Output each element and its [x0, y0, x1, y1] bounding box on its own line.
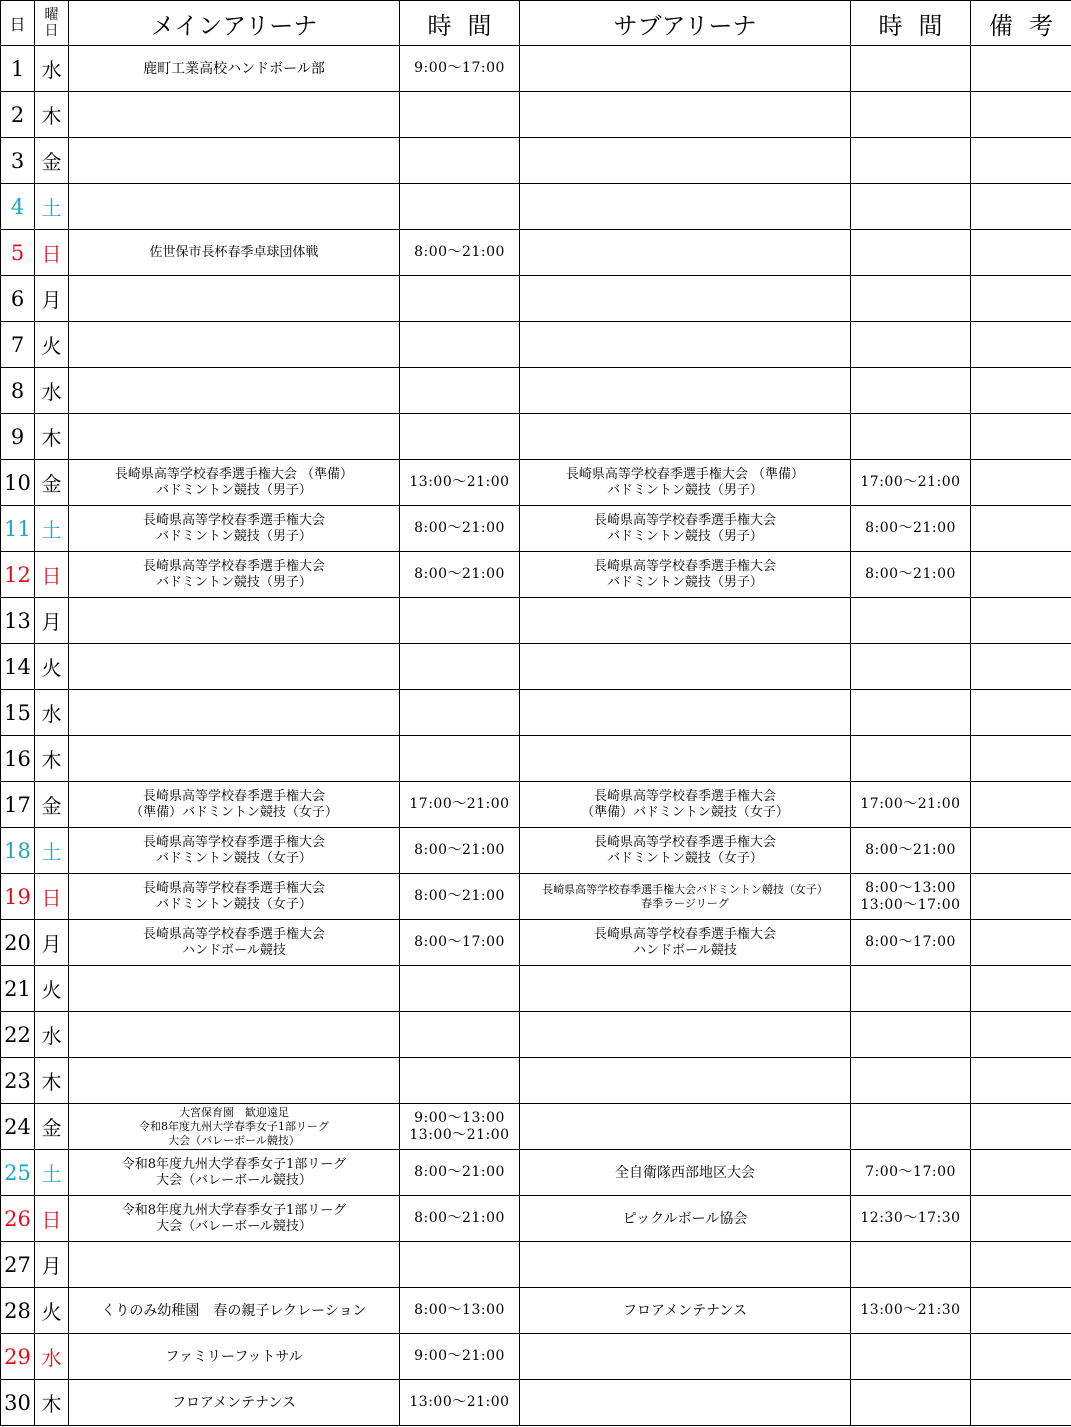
day-number: 17	[1, 782, 35, 828]
notes-cell	[971, 598, 1071, 644]
main-arena-time	[400, 138, 520, 184]
main-arena-time: 9:00～21:00	[400, 1334, 520, 1380]
sub-arena-time	[851, 1104, 971, 1150]
sub-arena-time	[851, 92, 971, 138]
sub-arena-time: 8:00～21:00	[851, 506, 971, 552]
main-arena-time	[400, 690, 520, 736]
schedule-row	[1, 506, 1071, 552]
notes-cell	[971, 1150, 1071, 1196]
sub-arena-time	[851, 1334, 971, 1380]
main-arena-time: 8:00～21:00	[400, 506, 520, 552]
notes-cell	[971, 1104, 1071, 1150]
sub-arena-time	[851, 414, 971, 460]
notes-cell	[971, 736, 1071, 782]
day-number: 13	[1, 598, 35, 644]
sub-arena-time	[851, 966, 971, 1012]
notes-cell	[971, 644, 1071, 690]
header-sub-arena: サブアリーナ	[520, 1, 851, 46]
day-number: 3	[1, 138, 35, 184]
notes-cell	[971, 966, 1071, 1012]
notes-cell	[971, 1012, 1071, 1058]
sub-arena-event	[520, 92, 851, 138]
main-arena-event: フロアメンテナンス	[69, 1380, 400, 1426]
sub-arena-event: ピックルボール協会	[520, 1196, 851, 1242]
sub-arena-time	[851, 184, 971, 230]
sub-arena-event	[520, 1242, 851, 1288]
main-arena-event: 鹿町工業高校ハンドボール部	[69, 46, 400, 92]
sub-arena-time	[851, 736, 971, 782]
notes-cell	[971, 460, 1071, 506]
schedule-row	[1, 1196, 1071, 1242]
main-arena-time	[400, 1058, 520, 1104]
schedule-row	[1, 1380, 1071, 1426]
main-arena-time	[400, 276, 520, 322]
schedule-row	[1, 368, 1071, 414]
sub-arena-event	[520, 1104, 851, 1150]
sub-arena-event	[520, 1012, 851, 1058]
sub-arena-time	[851, 230, 971, 276]
day-of-week: 月	[35, 276, 69, 322]
schedule-row	[1, 230, 1071, 276]
main-arena-time: 17:00～21:00	[400, 782, 520, 828]
day-of-week: 水	[35, 690, 69, 736]
main-arena-event	[69, 322, 400, 368]
sub-arena-event	[520, 230, 851, 276]
notes-cell	[971, 690, 1071, 736]
main-arena-event: 長崎県高等学校春季選手権大会 バドミントン競技（女子）	[69, 828, 400, 874]
sub-arena-event	[520, 46, 851, 92]
sub-arena-time	[851, 1242, 971, 1288]
main-arena-time	[400, 1242, 520, 1288]
day-of-week: 金	[35, 1104, 69, 1150]
day-number: 14	[1, 644, 35, 690]
header-day: 日	[1, 1, 35, 46]
header-main-time: 時間	[400, 1, 520, 46]
day-number: 28	[1, 1288, 35, 1334]
header-main-arena: メインアリーナ	[69, 1, 400, 46]
main-arena-time: 8:00～21:00	[400, 828, 520, 874]
notes-cell	[971, 138, 1071, 184]
day-number: 15	[1, 690, 35, 736]
header-day-of-week	[35, 1, 69, 46]
schedule-row	[1, 782, 1071, 828]
day-number: 19	[1, 874, 35, 920]
day-number: 11	[1, 506, 35, 552]
main-arena-event: 令和8年度九州大学春季女子1部リーグ 大会（バレーボール競技）	[69, 1150, 400, 1196]
schedule-row	[1, 1334, 1071, 1380]
notes-cell	[971, 506, 1071, 552]
day-of-week: 水	[35, 368, 69, 414]
main-arena-event: くりのみ幼稚園 春の親子レクレーション	[69, 1288, 400, 1334]
sub-arena-event	[520, 368, 851, 414]
main-arena-event: 佐世保市長杯春季卓球団体戦	[69, 230, 400, 276]
main-arena-event	[69, 644, 400, 690]
main-arena-event: 長崎県高等学校春季選手権大会 ハンドボール競技	[69, 920, 400, 966]
main-arena-time	[400, 736, 520, 782]
schedule-row	[1, 1242, 1071, 1288]
day-of-week: 火	[35, 644, 69, 690]
main-arena-time	[400, 1012, 520, 1058]
day-number: 9	[1, 414, 35, 460]
notes-cell	[971, 322, 1071, 368]
day-of-week: 土	[35, 506, 69, 552]
day-number: 23	[1, 1058, 35, 1104]
main-arena-event	[69, 736, 400, 782]
notes-cell	[971, 230, 1071, 276]
main-arena-event	[69, 1012, 400, 1058]
sub-arena-event	[520, 184, 851, 230]
sub-arena-time	[851, 644, 971, 690]
day-of-week: 日	[35, 552, 69, 598]
schedule-row	[1, 966, 1071, 1012]
day-of-week: 月	[35, 1242, 69, 1288]
schedule-row	[1, 184, 1071, 230]
main-arena-time: 13:00～21:00	[400, 460, 520, 506]
sub-arena-time: 12:30～17:30	[851, 1196, 971, 1242]
sub-arena-event	[520, 736, 851, 782]
sub-arena-time	[851, 322, 971, 368]
day-number: 24	[1, 1104, 35, 1150]
notes-cell	[971, 1242, 1071, 1288]
main-arena-event: 長崎県高等学校春季選手権大会 （準備）バドミントン競技（女子）	[69, 782, 400, 828]
sub-arena-time: 8:00～21:00	[851, 828, 971, 874]
notes-cell	[971, 1334, 1071, 1380]
main-arena-event: 長崎県高等学校春季選手権大会 （準備） バドミントン競技（男子）	[69, 460, 400, 506]
sub-arena-event: 全自衛隊西部地区大会	[520, 1150, 851, 1196]
notes-cell	[971, 368, 1071, 414]
sub-arena-time: 7:00～17:00	[851, 1150, 971, 1196]
main-arena-time: 8:00～21:00	[400, 874, 520, 920]
header-sub-time: 時間	[851, 1, 971, 46]
day-of-week: 日	[35, 1196, 69, 1242]
day-of-week: 日	[35, 874, 69, 920]
schedule-row	[1, 828, 1071, 874]
sub-arena-time	[851, 690, 971, 736]
schedule-row	[1, 552, 1071, 598]
day-number: 20	[1, 920, 35, 966]
notes-cell	[971, 1288, 1071, 1334]
day-of-week: 水	[35, 1012, 69, 1058]
schedule-row	[1, 414, 1071, 460]
main-arena-time: 8:00～21:00	[400, 230, 520, 276]
day-number: 18	[1, 828, 35, 874]
day-of-week: 木	[35, 736, 69, 782]
main-arena-time	[400, 184, 520, 230]
sub-arena-time: 8:00～13:00 13:00～17:00	[851, 874, 971, 920]
schedule-row	[1, 920, 1071, 966]
sub-arena-time	[851, 598, 971, 644]
sub-arena-time	[851, 276, 971, 322]
notes-cell	[971, 276, 1071, 322]
main-arena-event	[69, 138, 400, 184]
day-of-week: 月	[35, 920, 69, 966]
sub-arena-event	[520, 276, 851, 322]
schedule-row	[1, 874, 1071, 920]
day-number: 29	[1, 1334, 35, 1380]
day-of-week: 土	[35, 184, 69, 230]
notes-cell	[971, 920, 1071, 966]
day-number: 26	[1, 1196, 35, 1242]
sub-arena-event: 長崎県高等学校春季選手権大会 （準備）バドミントン競技（女子）	[520, 782, 851, 828]
sub-arena-time	[851, 1380, 971, 1426]
notes-cell	[971, 92, 1071, 138]
schedule-row	[1, 690, 1071, 736]
notes-cell	[971, 874, 1071, 920]
day-number: 27	[1, 1242, 35, 1288]
main-arena-time: 8:00～21:00	[400, 1196, 520, 1242]
sub-arena-event: 長崎県高等学校春季選手権大会 バドミントン競技（女子）	[520, 828, 851, 874]
sub-arena-time	[851, 46, 971, 92]
main-arena-event: 大宮保育園 歓迎遠足 令和8年度九州大学春季女子1部リーグ 大会（バレーボール競技）	[69, 1104, 400, 1150]
day-of-week: 木	[35, 1380, 69, 1426]
day-number: 8	[1, 368, 35, 414]
day-number: 21	[1, 966, 35, 1012]
day-of-week: 火	[35, 966, 69, 1012]
notes-cell	[971, 828, 1071, 874]
main-arena-time: 8:00～21:00	[400, 552, 520, 598]
main-arena-event	[69, 92, 400, 138]
main-arena-time: 9:00～17:00	[400, 46, 520, 92]
main-arena-event	[69, 276, 400, 322]
main-arena-time	[400, 598, 520, 644]
day-number: 5	[1, 230, 35, 276]
main-arena-time	[400, 368, 520, 414]
day-number: 7	[1, 322, 35, 368]
day-of-week: 水	[35, 46, 69, 92]
header-notes: 備考	[971, 1, 1071, 46]
day-of-week: 日	[35, 230, 69, 276]
sub-arena-event	[520, 138, 851, 184]
main-arena-event: 長崎県高等学校春季選手権大会 バドミントン競技（男子）	[69, 506, 400, 552]
main-arena-time	[400, 322, 520, 368]
day-of-week: 金	[35, 138, 69, 184]
sub-arena-event	[520, 644, 851, 690]
sub-arena-event: フロアメンテナンス	[520, 1288, 851, 1334]
sub-arena-event: 長崎県高等学校春季選手権大会 ハンドボール競技	[520, 920, 851, 966]
day-of-week: 月	[35, 598, 69, 644]
notes-cell	[971, 782, 1071, 828]
day-of-week: 木	[35, 1058, 69, 1104]
schedule-row	[1, 46, 1071, 92]
day-number: 12	[1, 552, 35, 598]
header-row	[1, 1, 1071, 46]
sub-arena-event: 長崎県高等学校春季選手権大会 バドミントン競技（男子）	[520, 552, 851, 598]
main-arena-time: 13:00～21:00	[400, 1380, 520, 1426]
main-arena-event	[69, 1242, 400, 1288]
day-of-week: 金	[35, 460, 69, 506]
day-number: 6	[1, 276, 35, 322]
sub-arena-event	[520, 966, 851, 1012]
schedule-row	[1, 1150, 1071, 1196]
main-arena-event	[69, 184, 400, 230]
main-arena-time: 9:00～13:00 13:00～21:00	[400, 1104, 520, 1150]
main-arena-event: 令和8年度九州大学春季女子1部リーグ 大会（バレーボール競技）	[69, 1196, 400, 1242]
schedule-row	[1, 736, 1071, 782]
main-arena-event: 長崎県高等学校春季選手権大会 バドミントン競技（女子）	[69, 874, 400, 920]
day-number: 22	[1, 1012, 35, 1058]
notes-cell	[971, 1058, 1071, 1104]
header-dow-text: 曜 日	[44, 7, 59, 39]
main-arena-time	[400, 644, 520, 690]
notes-cell	[971, 1196, 1071, 1242]
schedule-row	[1, 460, 1071, 506]
schedule-row	[1, 644, 1071, 690]
schedule-row	[1, 322, 1071, 368]
sub-arena-event	[520, 1380, 851, 1426]
sub-arena-time: 8:00～21:00	[851, 552, 971, 598]
sub-arena-event	[520, 1334, 851, 1380]
day-of-week: 火	[35, 322, 69, 368]
day-of-week: 土	[35, 828, 69, 874]
day-of-week: 火	[35, 1288, 69, 1334]
main-arena-time: 8:00～13:00	[400, 1288, 520, 1334]
schedule-row	[1, 138, 1071, 184]
main-arena-time: 8:00～21:00	[400, 1150, 520, 1196]
main-arena-time: 8:00～17:00	[400, 920, 520, 966]
sub-arena-event	[520, 1058, 851, 1104]
main-arena-time	[400, 966, 520, 1012]
schedule-row	[1, 1288, 1071, 1334]
notes-cell	[971, 46, 1071, 92]
day-number: 30	[1, 1380, 35, 1426]
sub-arena-time	[851, 138, 971, 184]
main-arena-event: ファミリーフットサル	[69, 1334, 400, 1380]
sub-arena-event: 長崎県高等学校春季選手権大会バドミントン競技（女子） 春季ラージリーグ	[520, 874, 851, 920]
schedule-row	[1, 1058, 1071, 1104]
sub-arena-event	[520, 598, 851, 644]
day-number: 2	[1, 92, 35, 138]
sub-arena-event: 長崎県高等学校春季選手権大会 バドミントン競技（男子）	[520, 506, 851, 552]
schedule-row	[1, 598, 1071, 644]
schedule-row	[1, 1012, 1071, 1058]
day-number: 25	[1, 1150, 35, 1196]
schedule-row	[1, 92, 1071, 138]
main-arena-event	[69, 414, 400, 460]
schedule-row	[1, 276, 1071, 322]
main-arena-event	[69, 690, 400, 736]
sub-arena-time: 17:00～21:00	[851, 782, 971, 828]
day-number: 10	[1, 460, 35, 506]
sub-arena-time	[851, 1012, 971, 1058]
sub-arena-event	[520, 322, 851, 368]
sub-arena-time: 17:00～21:00	[851, 460, 971, 506]
main-arena-time	[400, 414, 520, 460]
sub-arena-event	[520, 414, 851, 460]
day-of-week: 木	[35, 414, 69, 460]
sub-arena-time: 8:00～17:00	[851, 920, 971, 966]
sub-arena-time	[851, 1058, 971, 1104]
sub-arena-event: 長崎県高等学校春季選手権大会 （準備） バドミントン競技（男子）	[520, 460, 851, 506]
main-arena-event: 長崎県高等学校春季選手権大会 バドミントン競技（男子）	[69, 552, 400, 598]
day-of-week: 土	[35, 1150, 69, 1196]
main-arena-time	[400, 92, 520, 138]
main-arena-event	[69, 966, 400, 1012]
day-number: 16	[1, 736, 35, 782]
sub-arena-time	[851, 368, 971, 414]
day-number: 1	[1, 46, 35, 92]
notes-cell	[971, 1380, 1071, 1426]
notes-cell	[971, 552, 1071, 598]
main-arena-event	[69, 1058, 400, 1104]
day-of-week: 木	[35, 92, 69, 138]
notes-cell	[971, 414, 1071, 460]
day-number: 4	[1, 184, 35, 230]
main-arena-event	[69, 598, 400, 644]
schedule-row	[1, 1104, 1071, 1150]
sub-arena-time: 13:00～21:30	[851, 1288, 971, 1334]
day-of-week: 水	[35, 1334, 69, 1380]
sub-arena-event	[520, 690, 851, 736]
day-of-week: 金	[35, 782, 69, 828]
schedule-body	[1, 46, 1071, 1426]
main-arena-event	[69, 368, 400, 414]
notes-cell	[971, 184, 1071, 230]
